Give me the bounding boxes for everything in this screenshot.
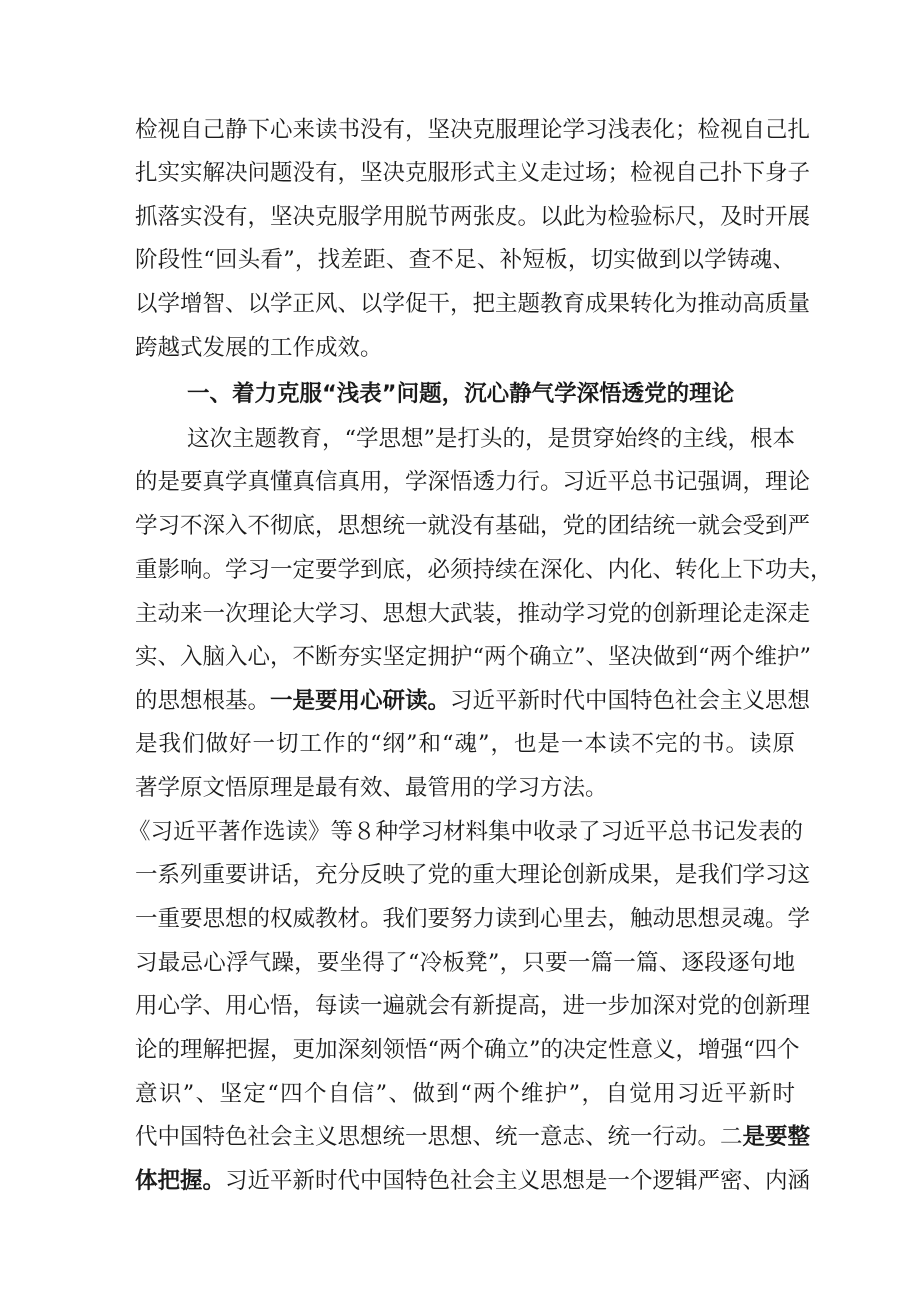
paragraph-text: 的思想根基。: [135, 688, 271, 714]
paragraph-line: 论的理解把握，更加深刻领悟“两个确立”的决定性意义，增强“四个: [135, 1037, 800, 1063]
paragraph-line: 检视自己静下心来读书没有，坚决克服理论学习浅表化；检视自己扎: [135, 117, 811, 143]
paragraph-line: 是我们做好一切工作的“纲”和“魂”，也是一本读不完的书。读原: [135, 731, 795, 757]
paragraph-text: 习近平新时代中国特色社会主义思想是一个逻辑严密、内涵: [225, 1168, 811, 1194]
paragraph-line: 习最忌心浮气躁，要坐得了“冷板凳”，只要一篇一篇、逐段逐句地: [135, 950, 795, 976]
paragraph-line: 意识”、坚定“四个自信”、做到“两个维护”，自觉用习近平新时: [135, 1081, 795, 1107]
paragraph-line: 学习不深入不彻底，思想统一就没有基础，党的团结统一就会受到严: [135, 513, 811, 539]
paragraph-line: 这次主题教育，“学思想”是打头的，是贯穿始终的主线，根本: [187, 426, 796, 452]
paragraph-line: 一系列重要讲话，充分反映了党的重大理论创新成果，是我们学习这: [135, 862, 811, 888]
paragraph-line: [135, 1116, 811, 1158]
bold-emphasis: 是要整: [742, 1124, 811, 1150]
paragraph-line: 扎实实解决问题没有，坚决克服形式主义走过场；检视自己扑下身子: [135, 160, 811, 186]
paragraph-text: 代中国特色社会主义思想统一思想、统一意志、统一行动。二: [135, 1124, 743, 1150]
paragraph-line: [135, 1160, 811, 1202]
paragraph-line: 的是要真学真懂真信真用，学深悟透力行。习近平总书记强调，理论: [135, 469, 811, 495]
paragraph-line: [135, 680, 811, 722]
bold-emphasis: 体把握。: [135, 1168, 226, 1194]
section-heading: 一、着力克服“浅表”问题，沉心静气学深悟透党的理论: [187, 381, 735, 407]
paragraph-line: 抓落实没有，坚决克服学用脱节两张皮。以此为检验标尺，及时开展: [135, 204, 811, 230]
paragraph-line: 阶段性“回头看”，找差距、查不足、补短板，切实做到以学铸魂、: [135, 247, 795, 273]
paragraph-line: 著学原文悟原理是最有效、最管用的学习方法。: [135, 775, 608, 801]
paragraph-line: 跨越式发展的工作成效。: [135, 335, 383, 361]
paragraph-line: 一重要思想的权威教材。我们要努力读到心里去，触动思想灵魂。学: [135, 906, 811, 932]
paragraph-line: 以学增智、以学正风、以学促干，把主题教育成果转化为推动高质量: [135, 291, 811, 317]
paragraph-line: 实、入脑入心，不断夯实坚定拥护“两个确立”、坚决做到“两个维护”: [135, 644, 812, 670]
paragraph-line: 用心学、用心悟，每读一遍就会有新提高，进一步加深对党的创新理: [135, 993, 811, 1019]
paragraph-line: 主动来一次理论大学习、思想大武装，推动学习党的创新理论走深走: [135, 601, 811, 627]
paragraph-line: 《习近平著作选读》等８种学习材料集中收录了习近平总书记发表的: [128, 819, 804, 845]
paragraph-text: 习近平新时代中国特色社会主义思想: [450, 688, 811, 714]
paragraph-line: 重影响。学习一定要学到底，必须持续在深化、内化、转化上下功夫，: [135, 557, 833, 583]
bold-emphasis: 一是要用心研读。: [270, 688, 451, 714]
